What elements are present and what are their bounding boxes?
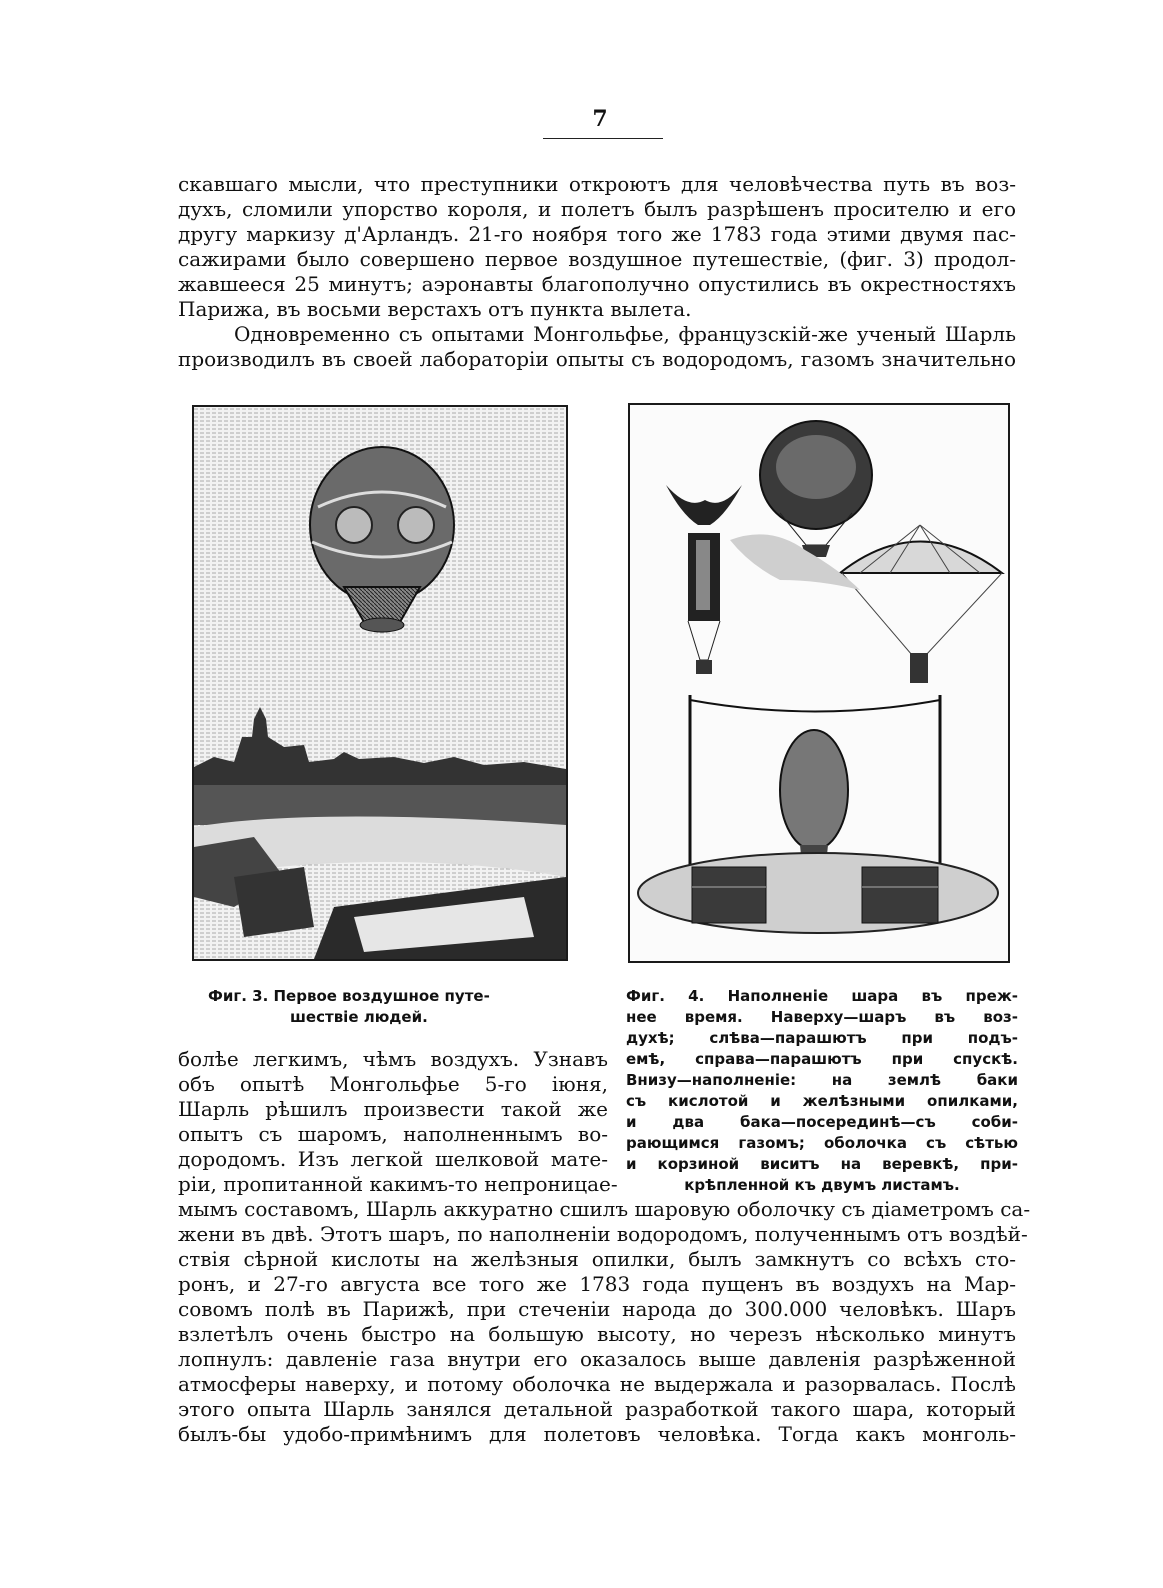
figure-4-caption: съ кислотой и желѣзными опилками,: [626, 1092, 1018, 1110]
figure-4-caption: крѣпленной къ двумъ листамъ.: [684, 1176, 960, 1194]
figure-4-caption: нее время. Наверху—шаръ въ воз-: [626, 1008, 1018, 1026]
text-line: другу маркизу д'Арландъ. 21-го ноября того же 1783 года этими двумя пас-: [178, 222, 1016, 246]
text-line: опытъ съ шаромъ, наполненнымъ во-: [178, 1122, 608, 1146]
text-line: лопнулъ: давленіе газа внутри его оказалось выше давленія разрѣженной: [178, 1347, 1016, 1371]
figure-4-caption: и корзиной виситъ на веревкѣ, при-: [626, 1155, 1018, 1173]
text-line: Одновременно съ опытами Монгольфье, французскій-же ученый Шарль: [234, 322, 1016, 346]
figure-4-caption: Внизу—наполненіе: на землѣ баки: [626, 1071, 1018, 1089]
text-line: Парижа, въ восьми верстахъ отъ пункта вылета.: [178, 297, 692, 321]
text-line: духъ, сломили упорство короля, и полетъ былъ разрѣшенъ просителю и его: [178, 197, 1016, 221]
text-line: мымъ составомъ, Шарль аккуратно сшилъ шаровую оболочку съ діаметромъ са-: [178, 1197, 1031, 1221]
figure-3-caption: Фиг. 3. Первое воздушное путе-: [208, 987, 490, 1005]
figure-3-caption: шествіе людей.: [290, 1008, 428, 1026]
page-number: 7: [592, 106, 608, 132]
figure-3-illustration: [192, 405, 568, 961]
text-line: жавшееся 25 минутъ; аэронавты благополучно опустились въ окрестностяхъ: [178, 272, 1016, 296]
figure-4-illustration: [628, 403, 1010, 963]
figure-4-caption: духѣ; слѣва—парашютъ при подъ-: [626, 1029, 1018, 1047]
figure-4-caption: рающимся газомъ; оболочка съ сѣтью: [626, 1134, 1018, 1152]
text-line: Шарль рѣшилъ произвести такой же: [178, 1097, 608, 1121]
text-line: ронъ, и 27-го августа все того же 1783 года пущенъ въ воздухъ на Мар-: [178, 1272, 1016, 1296]
text-line: совомъ полѣ въ Парижѣ, при стеченіи народа до 300.000 человѣкъ. Шаръ: [178, 1297, 1016, 1321]
figure-4-caption: емѣ, справа—парашютъ при спускѣ.: [626, 1050, 1018, 1068]
text-line: этого опыта Шарль занялся детальной разработкой такого шара, который: [178, 1397, 1016, 1421]
text-line: дородомъ. Изъ легкой шелковой мате-: [178, 1147, 608, 1171]
text-line: болѣе легкимъ, чѣмъ воздухъ. Узнавъ: [178, 1047, 608, 1071]
text-line: жени въ двѣ. Этотъ шаръ, по наполненіи водородомъ, полученнымъ отъ воздѣй-: [178, 1222, 1028, 1246]
text-line: ствія сѣрной кислоты на желѣзныя опилки, былъ замкнутъ со всѣхъ сто-: [178, 1247, 1016, 1271]
text-line: ріи, пропитанной какимъ-то непроницае-: [178, 1172, 618, 1196]
text-line: сажирами было совершено первое воздушное путешествіе, (фиг. 3) продол-: [178, 247, 1016, 271]
text-line: производилъ въ своей лабораторіи опыты съ водородомъ, газомъ значительно: [178, 347, 1016, 371]
figure-4-caption: и два бака—посерединѣ—съ соби-: [626, 1113, 1018, 1131]
text-line: былъ-бы удобо-примѣнимъ для полетовъ человѣка. Тогда какъ монголь-: [178, 1422, 1016, 1446]
text-line: скавшаго мысли, что преступники откроютъ для человѣчества путь въ воз-: [178, 172, 1016, 196]
text-line: взлетѣлъ очень быстро на большую высоту, но черезъ нѣсколько минутъ: [178, 1322, 1016, 1346]
figure-4-caption: Фиг. 4. Наполненіе шара въ преж-: [626, 987, 1018, 1005]
text-line: атмосферы наверху, и потому оболочка не выдержала и разорвалась. Послѣ: [178, 1372, 1016, 1396]
header-rule: [543, 138, 663, 139]
text-line: объ опытѣ Монгольфье 5-го іюня,: [178, 1072, 608, 1096]
